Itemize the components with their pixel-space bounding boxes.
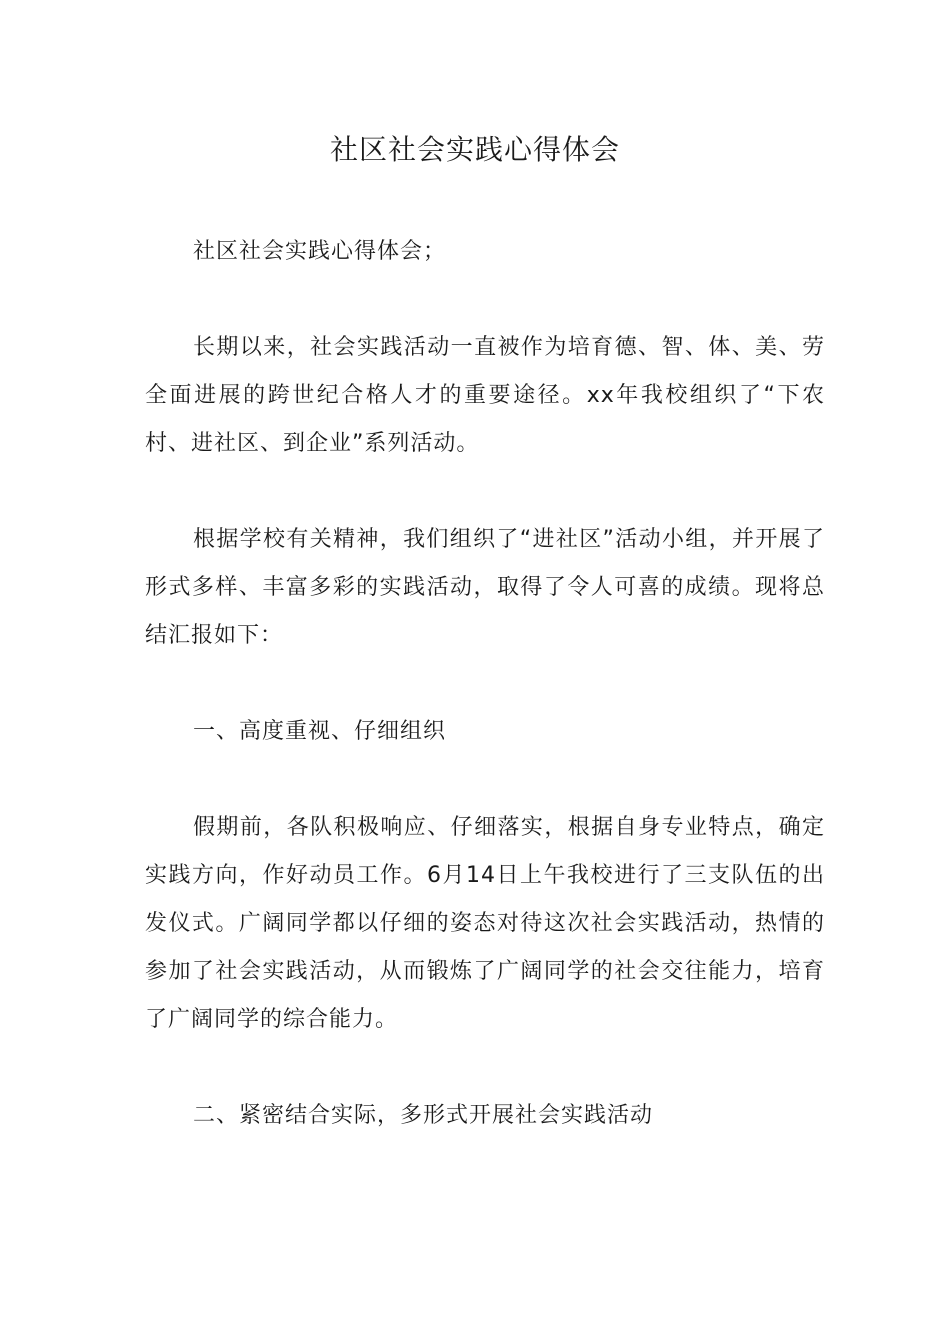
paragraph-salutation: 社区社会实践心得体会； xyxy=(193,239,447,264)
section-heading-2: 二、紧密结合实际，多形式开展社会实践活动 xyxy=(193,1103,654,1128)
section-heading-1: 一、高度重视、仔细组织 xyxy=(193,719,447,744)
paragraph-summary: 根据学校有关精神，我们组织了“进社区”活动小组，并开展了形式多样、丰富多彩的实践活动，取得了令人可喜的成绩。现将总结汇报如下： xyxy=(145,527,825,648)
document-title: 社区社会实践心得体会 xyxy=(329,133,620,166)
paragraph-intro: 长期以来，社会实践活动一直被作为培育德、智、体、美、劳全面进展的跨世纪合格人才的重要途径。xx年我校组织了“下农村、进社区、到企业”系列活动。 xyxy=(145,335,825,456)
paragraph-section-1: 假期前，各队积极响应、仔细落实，根据自身专业特点，确定实践方向，作好动员工作。6月14日上午我校进行了三支队伍的出发仪式。广阔同学都以仔细的姿态对待这次社会实践活动，热情的参加了社会实践活动，从而锻炼了广阔同学的社会交往能力，培育了广阔同学的综合能力。 xyxy=(145,815,825,1032)
document-body xyxy=(145,228,825,1188)
